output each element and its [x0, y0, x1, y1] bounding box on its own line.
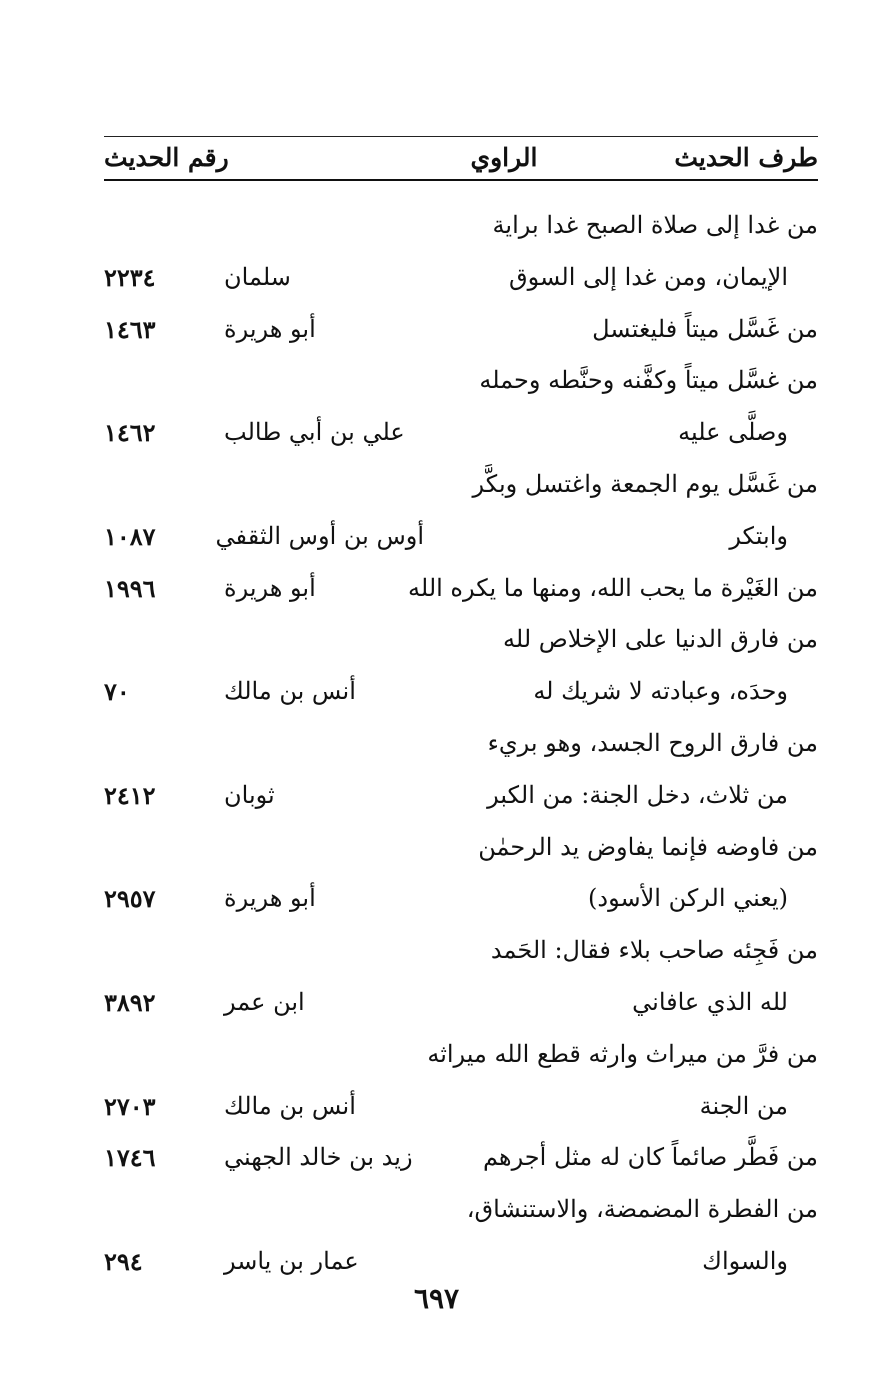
- table-row: [104, 200, 818, 304]
- header-number: رقم الحديث: [104, 143, 229, 172]
- hadith-number: ٢٤١٢: [104, 780, 156, 810]
- index-page: [104, 136, 818, 1288]
- page-number: ٦٩٧: [413, 1282, 460, 1315]
- hadith-line: من غسَّل ميتاً وكفَّنه وحنَّطه وحمله: [479, 366, 818, 395]
- hadith-line: وصلَّى عليه: [678, 418, 788, 447]
- narrator: زيد بن خالد الجهني: [224, 1143, 413, 1172]
- hadith-text: [104, 1029, 818, 1133]
- narrator: أبو هريرة: [224, 884, 316, 913]
- hadith-line: لله الذي عافاني: [632, 987, 788, 1016]
- narrator: عمار بن ياسر: [224, 1246, 359, 1275]
- table-row: [104, 1184, 818, 1288]
- table-row: [104, 355, 818, 459]
- hadith-line: من غَسَّل يوم الجمعة واغتسل وبكَّر: [472, 469, 818, 498]
- hadith-line: من فارق الروح الجسد، وهو بريء: [487, 728, 818, 757]
- hadith-text: [104, 925, 818, 1029]
- hadith-line: والسواك: [702, 1246, 788, 1275]
- hadith-line: الإيمان، ومن غدا إلى السوق: [508, 262, 788, 291]
- hadith-line: من ثلاث، دخل الجنة: من الكبر: [487, 780, 788, 809]
- hadith-line: من الجنة: [699, 1091, 788, 1120]
- table-row: [104, 1132, 818, 1184]
- table-row: [104, 563, 818, 615]
- hadith-line: (يعني الركن الأسود): [588, 884, 788, 913]
- hadith-text: [104, 304, 818, 356]
- header-hadith: طرف الحديث: [674, 143, 818, 172]
- hadith-text: [104, 822, 818, 926]
- narrator: ابن عمر: [224, 987, 305, 1016]
- hadith-line: وحدَه، وعبادته لا شريك له: [533, 677, 788, 706]
- narrator: سلمان: [224, 262, 291, 291]
- hadith-text: [104, 563, 818, 615]
- narrator: أبو هريرة: [224, 314, 316, 343]
- table-header: [104, 137, 818, 181]
- hadith-text: [104, 200, 818, 304]
- hadith-line: من غَسَّل ميتاً فليغتسل: [592, 314, 818, 343]
- hadith-line: من فَجِئه صاحب بلاء فقال: الحَمد: [490, 936, 818, 965]
- hadith-line: من الغَيْرة ما يحب الله، ومنها ما يكره الله: [408, 573, 818, 602]
- hadith-number: ١٤٦٢: [104, 418, 156, 448]
- hadith-number: ٢٢٣٤: [104, 262, 156, 292]
- hadith-text: [104, 614, 818, 718]
- hadith-line: من فارق الدنيا على الإخلاص لله: [503, 625, 818, 654]
- hadith-number: ١٠٨٧: [104, 521, 156, 551]
- table-row: [104, 822, 818, 926]
- narrator: علي بن أبي طالب: [224, 418, 405, 447]
- table-row: [104, 614, 818, 718]
- narrator: أنس بن مالك: [224, 677, 356, 706]
- narrator: أنس بن مالك: [224, 1091, 356, 1120]
- header-rule: [104, 179, 818, 181]
- hadith-text: [104, 459, 818, 563]
- hadith-number: ٢٧٠٣: [104, 1091, 156, 1121]
- hadith-text: [104, 1184, 818, 1288]
- header-narrator: الراوي: [470, 143, 538, 172]
- hadith-line: من غدا إلى صلاة الصبح غدا براية: [492, 211, 818, 239]
- hadith-number: ١٧٤٦: [104, 1143, 156, 1173]
- table-row: [104, 459, 818, 563]
- hadith-number: ٢٩٥٧: [104, 884, 156, 914]
- hadith-text: [104, 1132, 818, 1184]
- hadith-line: من الفطرة المضمضة، والاستنشاق،: [466, 1195, 818, 1224]
- entries-list: [104, 200, 818, 1288]
- narrator: ثوبان: [224, 780, 275, 809]
- hadith-line: من فَطَّر صائماً كان له مثل أجرهم: [482, 1143, 818, 1172]
- hadith-line: من فرَّ من ميراث وارثه قطع الله ميراثه: [427, 1039, 818, 1068]
- narrator: أبو هريرة: [224, 573, 316, 602]
- hadith-text: [104, 718, 818, 822]
- hadith-number: ٣٨٩٢: [104, 987, 156, 1017]
- hadith-number: ١٩٩٦: [104, 573, 156, 603]
- hadith-text: [104, 355, 818, 459]
- hadith-number: ١٤٦٣: [104, 314, 156, 344]
- hadith-number: ٧٠: [104, 677, 130, 707]
- hadith-line: وابتكر: [729, 521, 788, 550]
- table-row: [104, 304, 818, 356]
- table-row: [104, 925, 818, 1029]
- narrator: أوس بن أوس الثقفي: [215, 521, 424, 550]
- hadith-line: من فاوضه فإنما يفاوض يد الرحمٰن: [478, 832, 818, 861]
- table-row: [104, 1029, 818, 1133]
- hadith-number: ٢٩٤: [104, 1246, 143, 1276]
- table-row: [104, 718, 818, 822]
